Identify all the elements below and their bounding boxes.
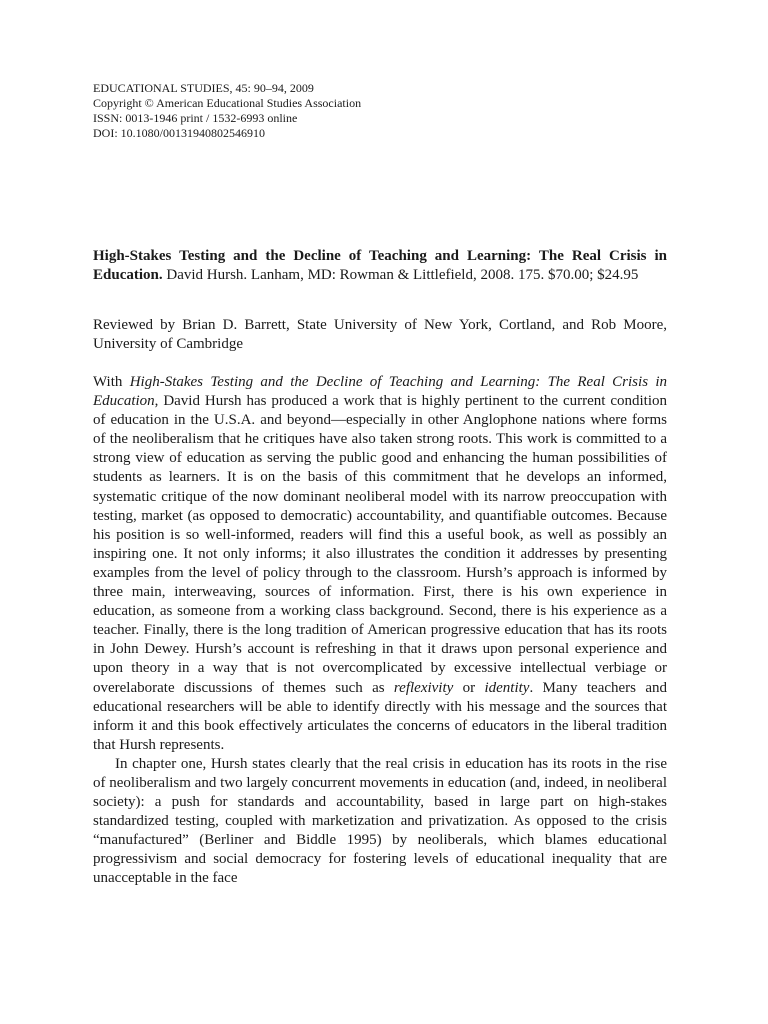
paragraph-1 xyxy=(93,373,667,755)
paragraph-1-text-b: or xyxy=(453,679,485,696)
copyright-line: Copyright © American Educational Studies Association xyxy=(93,96,362,110)
paragraph-1-lead: With xyxy=(93,374,130,390)
book-title: High-Stakes Testing and the Decline of Teaching and Learning: The Real Crisis in Education. xyxy=(93,248,667,283)
journal-citation-line: EDUCATIONAL STUDIES, 45: 90–94, 2009 xyxy=(93,81,314,95)
paragraph-1-text-a: , David Hursh has produced a work that is highly pertinent to the current condition of education in the U.S.A. and beyond—especially in other Anglophone nations where forms of the neoliberalism that he critiques have also taken strong roots. This work is committed to a strong view of education as serving the public good and enhancing the human possibilities of students as learners. It is on the basis of this commitment that he develops an informed, systematic critique of the now dominant neoliberal model with its narrow preoccupation with testing, market (as opposed to democratic) accountability, and quantifiable outcomes. Because his position is so well-informed, readers will find this a useful book, as well as possibly an inspiring one. It not only informs; it also illustrates the condition it addresses by presenting examples from the level of policy through to the classroom. Hursh’s approach is informed by three main, interweaving, sources of information. First, there is his own experience in education, as someone from a working class background. Second, there is his experience as a teacher. Finally, there is the long tradition of American progressive education that has its roots in John Dewey. Hursh’s account is refreshing in that it draws upon personal experience and upon theory in a way that is not overcomplicated by excessive intellectual verbiage or overelaborate discussions of themes such as xyxy=(93,393,667,696)
term-identity: identity xyxy=(484,679,530,696)
doi-line: DOI: 10.1080/00131940802546910 xyxy=(93,126,265,140)
paragraph-1-text-c: . Many teachers and educational researchers will be able to identify directly with his message and the sources that inform it and this book effectively articulates the concerns of educators in the liberal tradition that Hursh represents. xyxy=(93,679,667,753)
review-body xyxy=(93,373,667,889)
journal-header xyxy=(93,81,667,141)
reviewers-line: Reviewed by Brian D. Barrett, State University of New York, Cortland, and Rob Moore, University of Cambridge xyxy=(93,317,667,352)
paragraph-2: In chapter one, Hursh states clearly that the real crisis in education has its roots in the rise of neoliberalism and two largely concurrent movements in education (and, indeed, in neoliberal society): a push for standards and accountability, based in large part on high-stakes standardized testing, coupled with marketization and privatization. As opposed to the crisis “manufactured” (Berliner and Biddle 1995) by neoliberals, which blames educational progressivism and social democracy for fostering levels of educational inequality that are unacceptable in the face xyxy=(93,755,667,887)
book-details: David Hursh. Lanham, MD: Rowman & Littlefield, 2008. 175. $70.00; $24.95 xyxy=(162,267,639,283)
term-reflexivity: reflexivity xyxy=(393,679,454,696)
book-citation xyxy=(93,247,667,285)
paragraph-1-book-title: High-Stakes Testing and the Decline of Teaching and Learning: The Real Crisis in Education xyxy=(93,374,667,410)
issn-line: ISSN: 0013-1946 print / 1532-6993 online xyxy=(93,111,298,125)
